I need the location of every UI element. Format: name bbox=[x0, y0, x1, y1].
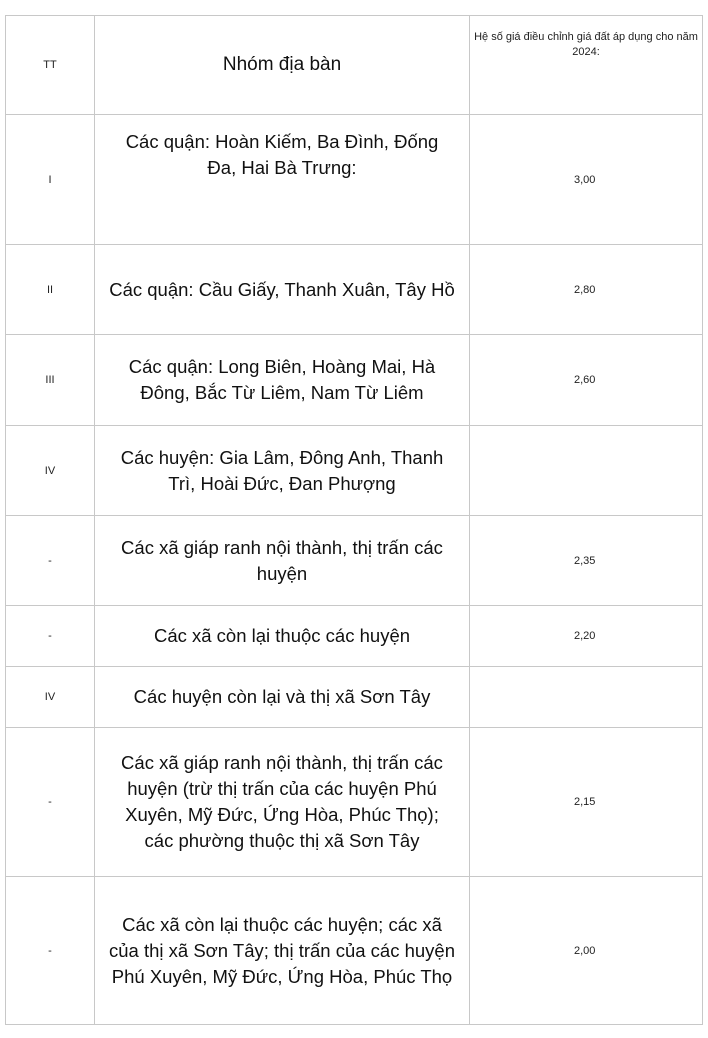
table-row bbox=[6, 245, 703, 335]
row-coefficient: 2,60 bbox=[470, 335, 703, 426]
header-tt: TT bbox=[6, 16, 95, 115]
row-group: Các xã giáp ranh nội thành, thị trấn các huyện (trừ thị trấn của các huyện Phú Xuyên, Mỹ Đức, Ứng Hòa, Phúc Thọ); các phường thuộc thị xã Sơn Tây bbox=[95, 728, 470, 877]
row-tt: III bbox=[6, 335, 95, 426]
row-tt: I bbox=[6, 115, 95, 245]
row-coefficient: 2,80 bbox=[470, 245, 703, 335]
table-row bbox=[6, 115, 703, 245]
row-coefficient: 2,35 bbox=[470, 516, 703, 606]
row-group: Các xã giáp ranh nội thành, thị trấn các huyện bbox=[95, 516, 470, 606]
row-group: Các huyện còn lại và thị xã Sơn Tây bbox=[95, 667, 470, 728]
table-row bbox=[6, 606, 703, 667]
table-row bbox=[6, 728, 703, 877]
row-group: Các quận: Hoàn Kiếm, Ba Đình, Đống Đa, Hai Bà Trưng: bbox=[95, 115, 470, 245]
row-tt: - bbox=[6, 516, 95, 606]
table-row bbox=[6, 335, 703, 426]
table-row bbox=[6, 667, 703, 728]
row-group: Các quận: Cầu Giấy, Thanh Xuân, Tây Hồ bbox=[95, 245, 470, 335]
row-group: Các quận: Long Biên, Hoàng Mai, Hà Đông, Bắc Từ Liêm, Nam Từ Liêm bbox=[95, 335, 470, 426]
row-coefficient: 2,15 bbox=[470, 728, 703, 877]
row-coefficient: 2,00 bbox=[470, 877, 703, 1025]
row-group: Các huyện: Gia Lâm, Đông Anh, Thanh Trì, Hoài Đức, Đan Phượng bbox=[95, 426, 470, 516]
table-row bbox=[6, 426, 703, 516]
row-coefficient: 2,20 bbox=[470, 606, 703, 667]
price-coefficient-table bbox=[5, 15, 703, 1025]
row-coefficient bbox=[470, 667, 703, 728]
table-row bbox=[6, 877, 703, 1025]
row-group: Các xã còn lại thuộc các huyện bbox=[95, 606, 470, 667]
row-coefficient bbox=[470, 426, 703, 516]
row-tt: - bbox=[6, 606, 95, 667]
row-tt: IV bbox=[6, 667, 95, 728]
table-row bbox=[6, 516, 703, 606]
row-tt: - bbox=[6, 877, 95, 1025]
header-coefficient: Hệ số giá điều chỉnh giá đất áp dụng cho năm 2024: bbox=[470, 16, 703, 115]
row-tt: IV bbox=[6, 426, 95, 516]
row-tt: II bbox=[6, 245, 95, 335]
row-tt: - bbox=[6, 728, 95, 877]
header-group: Nhóm địa bàn bbox=[95, 16, 470, 115]
row-coefficient: 3,00 bbox=[470, 115, 703, 245]
table-header-row bbox=[6, 16, 703, 115]
row-group: Các xã còn lại thuộc các huyện; các xã của thị xã Sơn Tây; thị trấn của các huyện Phú Xuyên, Mỹ Đức, Ứng Hòa, Phúc Thọ bbox=[95, 877, 470, 1025]
